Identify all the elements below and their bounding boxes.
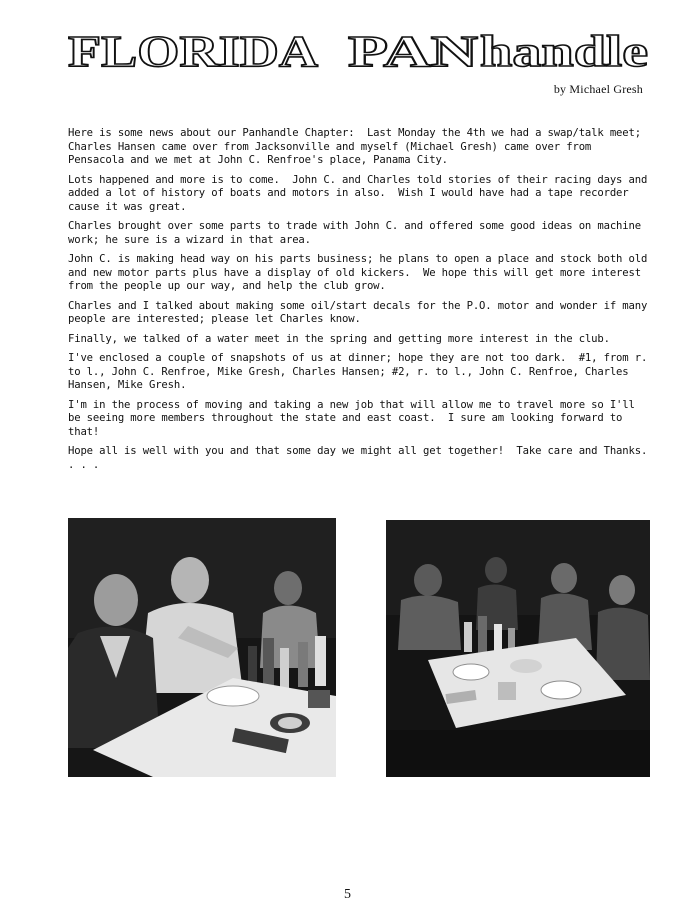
dinner-photo-2-image (386, 520, 650, 777)
byline: by Michael Gresh (553, 82, 643, 96)
dinner-photo-1 (68, 518, 336, 777)
paragraph: Lots happened and more is to come. John C. and Charles told stories of their racing days and added a lot of history of boats and motors in also. Wish I would have had a tape recorder cause it was great. (68, 173, 654, 213)
paragraph: Charles brought over some parts to trade with John C. and offered some good ideas on machine work; he sure is a wizard in that area. (68, 220, 648, 246)
article-body (68, 127, 654, 478)
article-title (68, 28, 648, 74)
paragraph: Charles and I talked about making some oil/start decals for the P.O. motor and wonder if many people are interested; please let Charles know. (68, 299, 654, 325)
title-graphic (68, 28, 648, 74)
page-number: 5 (344, 887, 351, 902)
paragraph: I'm in the process of moving and taking a new job that will allow me to travel more so I'll be seeing more members throughout the state and east coast. I sure am looking forward to that! (68, 398, 641, 438)
dinner-photo-2 (386, 520, 650, 777)
paragraph: John C. is making head way on his parts business; he plans to open a place and stock both old and new motor parts plus have a display of old kickers. We hope this will get more interest from the people up our way, and help the club grow. (68, 253, 654, 292)
dinner-photo-1-image (68, 518, 336, 777)
title-word-pan: PAN (348, 28, 479, 74)
title-word-handle: handle (480, 28, 648, 74)
paragraph: Hope all is well with you and that some day we might all get together! Take care and Thanks. . . . (68, 445, 654, 471)
title-word-florida: FLORIDA (68, 28, 319, 74)
paragraph: I've enclosed a couple of snapshots of us at dinner; hope they are not too dark. #1, from r. to l., John C. Renfroe, Mike Gresh, Charles Hansen; #2, r. to l., John C. Renfroe, Charles Hansen, Mike Gresh. (68, 352, 654, 391)
paragraph: Here is some news about our Panhandle Chapter: Last Monday the 4th we had a swap/talk meet; Charles Hansen came over from Jacksonville and myself (Michael Gresh) came over from Pensacola and we met at John C. Renfroe's place, Panama City. (68, 127, 648, 166)
paragraph: Finally, we talked of a water meet in the spring and getting more interest in the club. (68, 332, 610, 345)
